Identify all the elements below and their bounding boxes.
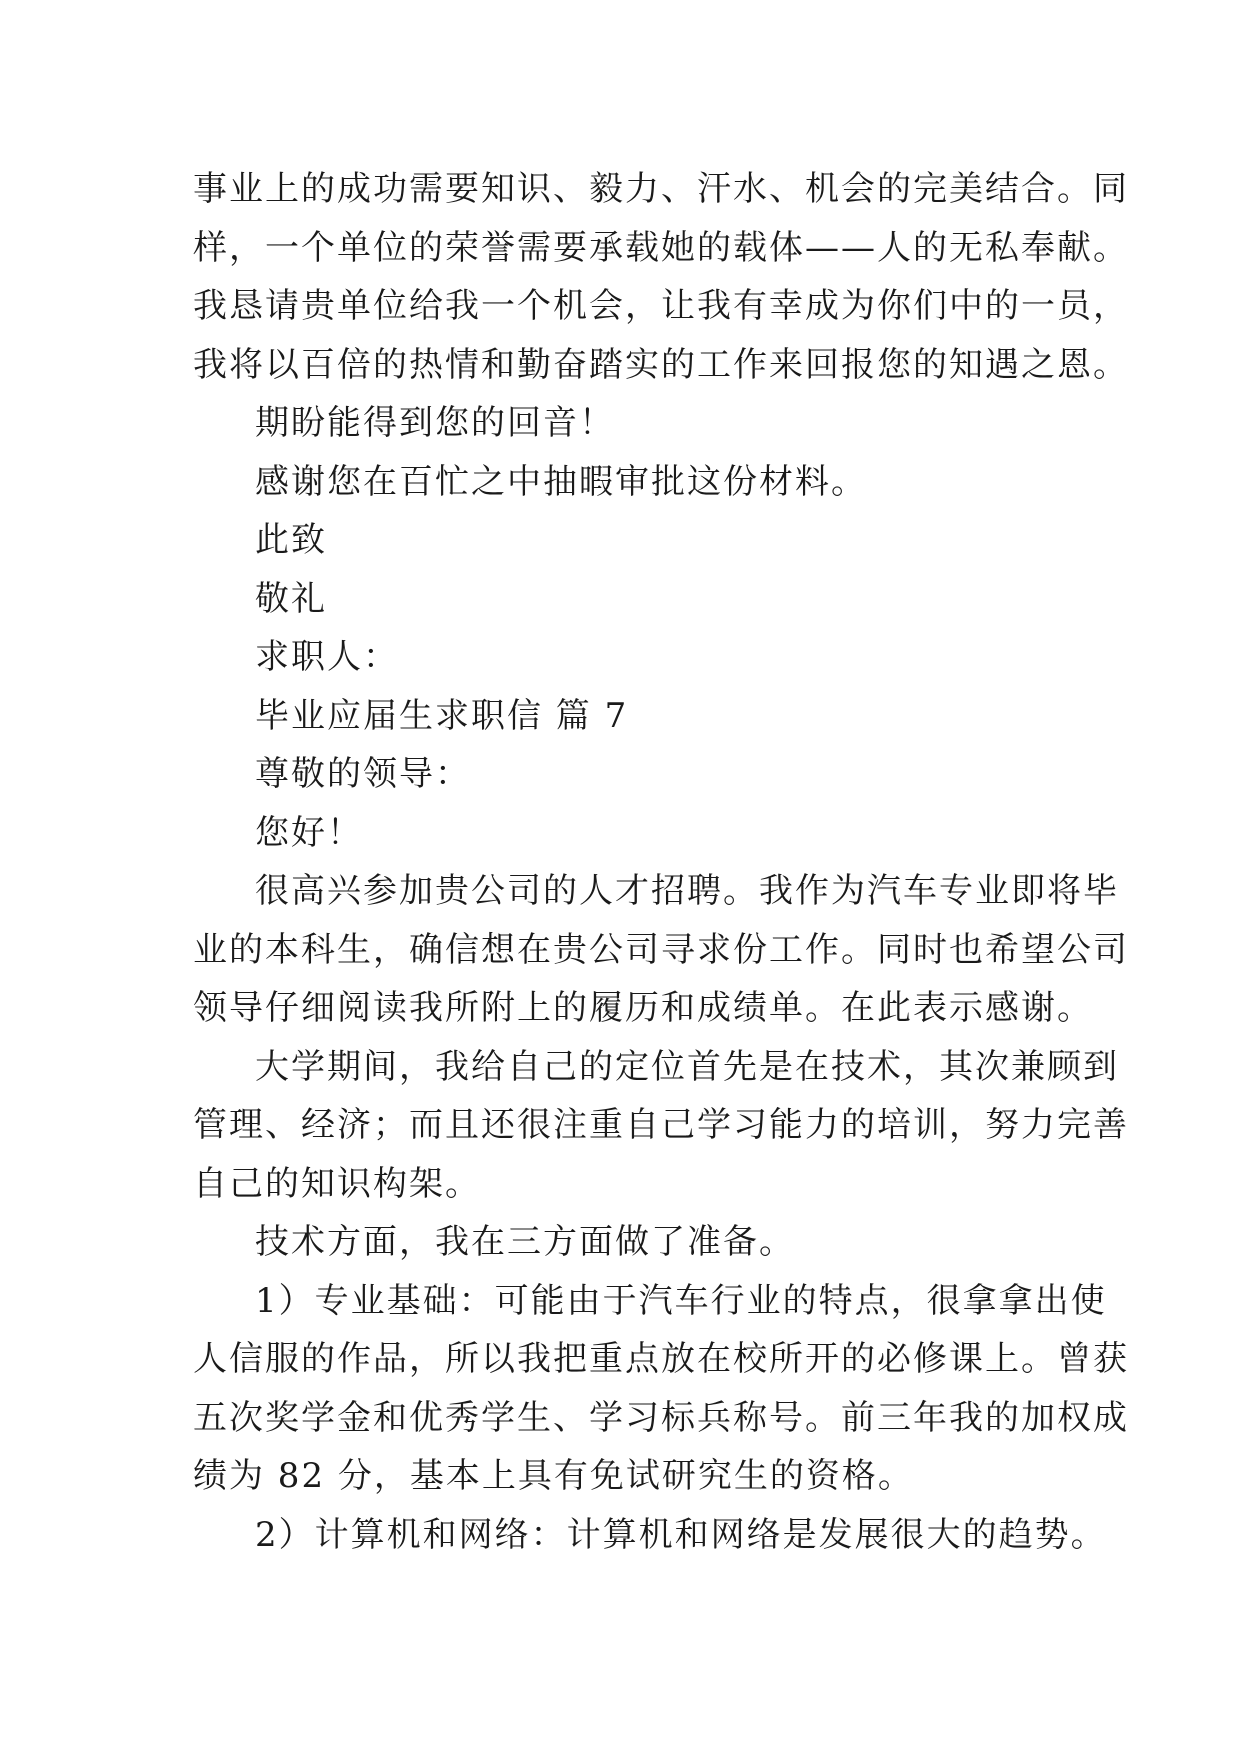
greeting-line: 您好！ <box>255 812 363 853</box>
text-line: 事业上的成功需要知识、毅力、汗水、机会的完美结合。同 <box>193 169 1129 209</box>
text-line: 绩为 82 分，基本上具有免试研究生的资格。 <box>193 1456 914 1496</box>
text-line: 2）计算机和网络：计算机和网络是发展很大的趋势。 <box>255 1514 1107 1555</box>
text-line: 样，一个单位的荣誉需要承载她的载体——人的无私奉献。 <box>193 227 1129 268</box>
text-line: 我恳请贵单位给我一个机会，让我有幸成为你们中的一员， <box>193 286 1129 326</box>
closing-regards: 敬礼 <box>255 578 327 619</box>
text-line: 五次奖学金和优秀学生、学习标兵称号。前三年我的加权成 <box>193 1397 1129 1438</box>
text-line: 自己的知识构架。 <box>193 1163 481 1204</box>
text-line: 1）专业基础：可能由于汽车行业的特点，很拿拿出使 <box>255 1280 1107 1321</box>
closing-salutation: 此致 <box>255 520 327 560</box>
section-heading: 毕业应届生求职信 篇 7 <box>255 695 629 736</box>
signature-label: 求职人： <box>255 637 399 677</box>
text-line: 技术方面，我在三方面做了准备。 <box>255 1222 795 1262</box>
letter-body <box>193 160 1129 1564</box>
greeting-line: 尊敬的领导： <box>255 754 471 794</box>
text-line: 感谢您在百忙之中抽暇审批这份材料。 <box>255 461 867 502</box>
text-line: 领导仔细阅读我所附上的履历和成绩单。在此表示感谢。 <box>193 988 1093 1028</box>
text-line: 管理、经济；而且还很注重自己学习能力的培训，努力完善 <box>193 1105 1129 1145</box>
text-line: 业的本科生，确信想在贵公司寻求份工作。同时也希望公司 <box>193 929 1129 970</box>
text-line: 大学期间，我给自己的定位首先是在技术，其次兼顾到 <box>255 1046 1119 1087</box>
text-line: 人信服的作品，所以我把重点放在校所开的必修课上。曾获 <box>193 1339 1129 1379</box>
text-line: 期盼能得到您的回音！ <box>255 403 615 443</box>
text-line: 我将以百倍的热情和勤奋踏实的工作来回报您的知遇之恩。 <box>193 344 1129 385</box>
text-line: 很高兴参加贵公司的人才招聘。我作为汽车专业即将毕 <box>255 871 1119 911</box>
